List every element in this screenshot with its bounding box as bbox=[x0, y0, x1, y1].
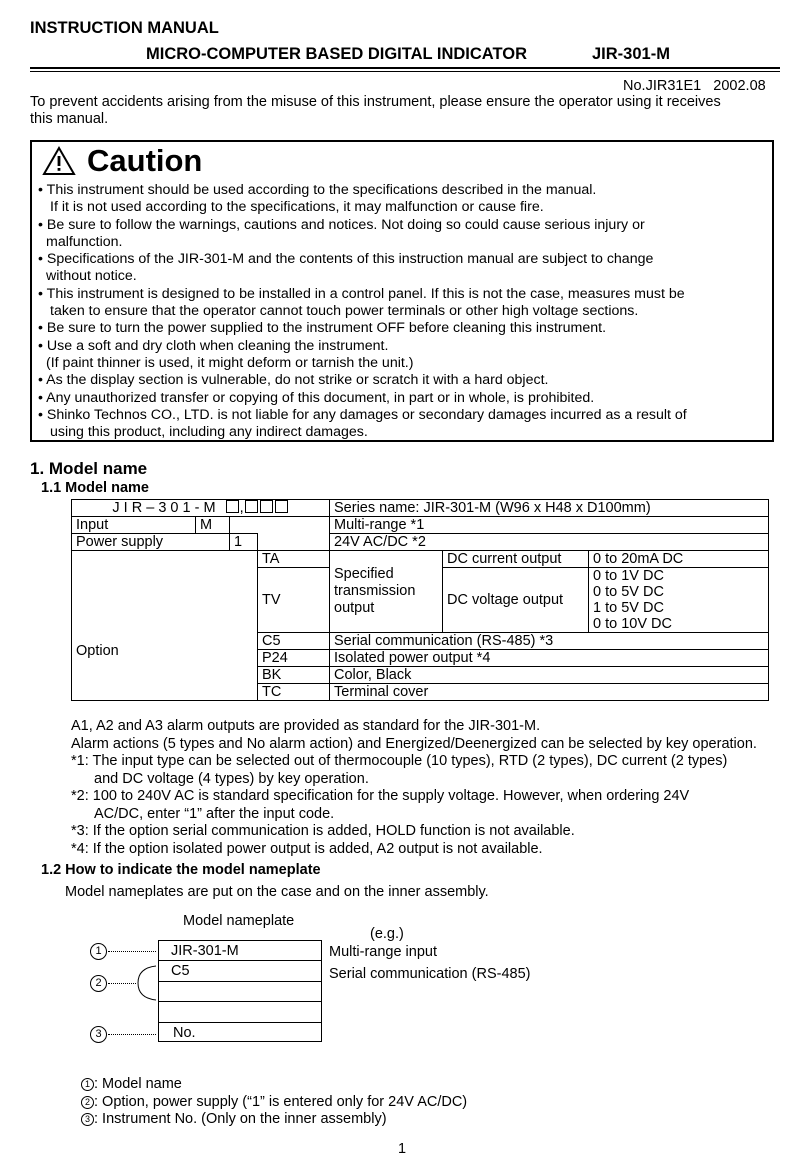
nameplate-option-text: C5 bbox=[171, 963, 190, 979]
caution-line: If it is not used according to the specifications, it may malfunction or cause fire. bbox=[50, 199, 544, 216]
marker-2: 2 bbox=[90, 975, 107, 992]
code-separator: , bbox=[239, 500, 244, 516]
nameplate-number-label: No. bbox=[173, 1025, 196, 1041]
option-ta-code: TA bbox=[258, 551, 330, 568]
dc-voltage-range: 1 to 5V DC bbox=[589, 600, 769, 616]
dc-voltage-range: 0 to 1V DC bbox=[589, 568, 769, 585]
model-code-prefix: J I R – 3 0 1 - M bbox=[112, 500, 216, 516]
nameplate-model-text: JIR-301-M bbox=[171, 943, 239, 959]
transmission-desc: Specified transmission output bbox=[330, 551, 443, 633]
option-tc-desc: Terminal cover bbox=[330, 684, 769, 701]
dc-voltage-range: 0 to 10V DC bbox=[589, 616, 769, 633]
note-line: A1, A2 and A3 alarm outputs are provided as standard for the JIR-301-M. bbox=[71, 718, 541, 734]
caution-line: • Be sure to turn the power supplied to the instrument OFF before cleaning this instrument. bbox=[38, 320, 607, 337]
note-line: AC/DC, enter “1” after the input code. bbox=[94, 806, 335, 822]
header-rule bbox=[30, 67, 780, 69]
dc-current-label: DC current output bbox=[443, 551, 589, 568]
caution-line: • Use a soft and dry cloth when cleaning the instrument. bbox=[38, 337, 389, 354]
caution-line: using this product, including any indirect damages. bbox=[50, 424, 368, 441]
product-title: MICRO-COMPUTER BASED DIGITAL INDICATOR bbox=[146, 45, 528, 63]
caution-line: without notice. bbox=[46, 268, 137, 285]
model-code: JIR-301-M bbox=[592, 45, 670, 63]
section-heading: 1. Model name bbox=[30, 459, 148, 478]
caution-line: • Shinko Technos CO., LTD. is not liable for any damages or secondary damages incurred as a result of bbox=[38, 406, 687, 423]
note-line: *4: If the option isolated power output is added, A2 output is not available. bbox=[71, 841, 543, 857]
option-code-box bbox=[260, 500, 273, 513]
option-p24-code: P24 bbox=[258, 650, 330, 667]
note-line: Alarm actions (5 types and No alarm action) and Energized/Deenergized can be selected by key operation. bbox=[71, 736, 757, 752]
warning-triangle-icon bbox=[42, 146, 76, 176]
legend-line-3: 3 : Instrument No. (Only on the inner assembly) bbox=[81, 1111, 387, 1128]
example-option: Serial communication (RS-485) bbox=[329, 966, 531, 982]
input-code-box bbox=[226, 500, 239, 513]
caution-title: Caution bbox=[87, 143, 203, 178]
subsection-heading-1-2: 1.2 How to indicate the model nameplate bbox=[41, 862, 321, 878]
doc-number: No.JIR31E1 2002.08 bbox=[623, 78, 766, 94]
intro-line-2: this manual. bbox=[30, 111, 109, 127]
option-code-box bbox=[275, 500, 288, 513]
caution-box bbox=[30, 140, 774, 442]
option-bk-desc: Color, Black bbox=[330, 667, 769, 684]
marker-1: 1 bbox=[90, 943, 107, 960]
nameplate-intro: Model nameplates are put on the case and on the inner assembly. bbox=[65, 884, 489, 900]
option-p24-desc: Isolated power output *4 bbox=[330, 650, 769, 667]
dc-current-range: 0 to 20mA DC bbox=[589, 551, 769, 568]
legend-line-2: 2 : Option, power supply (“1” is entered only for 24V AC/DC) bbox=[81, 1094, 467, 1111]
legend-line-1: 1 : Model name bbox=[81, 1076, 182, 1093]
power-code: 1 bbox=[230, 534, 258, 551]
manual-title: INSTRUCTION MANUAL bbox=[30, 19, 219, 37]
option-tv-code: TV bbox=[258, 568, 330, 633]
intro-line-1: To prevent accidents arising from the misuse of this instrument, please ensure the operator using it receives bbox=[30, 94, 721, 110]
model-table bbox=[71, 499, 769, 701]
option-c5-desc: Serial communication (RS-485) *3 bbox=[330, 633, 769, 650]
input-label: Input bbox=[72, 517, 196, 534]
example-model: Multi-range input bbox=[329, 944, 437, 960]
option-code-box bbox=[245, 500, 258, 513]
power-desc: 24V AC/DC *2 bbox=[330, 534, 769, 551]
caution-line: • As the display section is vulnerable, do not strike or scratch it with a hard object. bbox=[38, 372, 549, 389]
model-code-cell bbox=[72, 500, 330, 517]
caution-line: • Be sure to follow the warnings, cautions and notices. Not doing so could cause serious injury or bbox=[38, 216, 645, 233]
power-label: Power supply bbox=[72, 534, 230, 551]
subsection-heading-1-1: 1.1 Model name bbox=[41, 480, 149, 496]
note-line: and DC voltage (4 types) by key operation. bbox=[94, 771, 369, 787]
dc-voltage-label: DC voltage output bbox=[443, 568, 589, 633]
caution-line: • This instrument should be used according to the specifications described in the manual. bbox=[38, 182, 597, 198]
input-code: M bbox=[196, 517, 230, 534]
note-line: *1: The input type can be selected out of thermocouple (10 types), RTD (2 types), DC current (2 types) bbox=[71, 753, 728, 769]
page-number: 1 bbox=[398, 1141, 407, 1157]
option-bk-code: BK bbox=[258, 667, 330, 684]
note-line: *3: If the option serial communication is added, HOLD function is not available. bbox=[71, 823, 575, 839]
nameplate-caption: Model nameplate bbox=[183, 913, 295, 929]
option-c5-code: C5 bbox=[258, 633, 330, 650]
caution-list bbox=[38, 182, 687, 441]
header-rule-thin bbox=[30, 71, 780, 72]
example-label: (e.g.) bbox=[370, 926, 404, 942]
caution-line: • Specifications of the JIR-301-M and the contents of this instruction manual are subject to change bbox=[38, 251, 654, 268]
marker-3: 3 bbox=[90, 1026, 107, 1043]
dc-voltage-range: 0 to 5V DC bbox=[589, 584, 769, 600]
caution-line: • Any unauthorized transfer or copying of this document, in part or in whole, is prohibited. bbox=[38, 389, 595, 406]
bracket-icon bbox=[134, 964, 158, 1002]
caution-line: (If paint thinner is used, it might deform or tarnish the unit.) bbox=[46, 354, 414, 371]
option-tc-code: TC bbox=[258, 684, 330, 701]
note-line: *2: 100 to 240V AC is standard specification for the supply voltage. However, when ordering 24V bbox=[71, 788, 690, 804]
caution-line: • This instrument is designed to be installed in a control panel. If this is not the case, measures must be bbox=[38, 285, 685, 302]
caution-line: malfunction. bbox=[46, 233, 123, 250]
input-desc: Multi-range *1 bbox=[330, 517, 769, 534]
series-name: Series name: JIR-301-M (W96 x H48 x D100mm) bbox=[330, 500, 769, 517]
option-label: Option bbox=[72, 551, 258, 701]
caution-line: taken to ensure that the operator cannot touch power terminals or other high voltage sections. bbox=[50, 303, 639, 320]
